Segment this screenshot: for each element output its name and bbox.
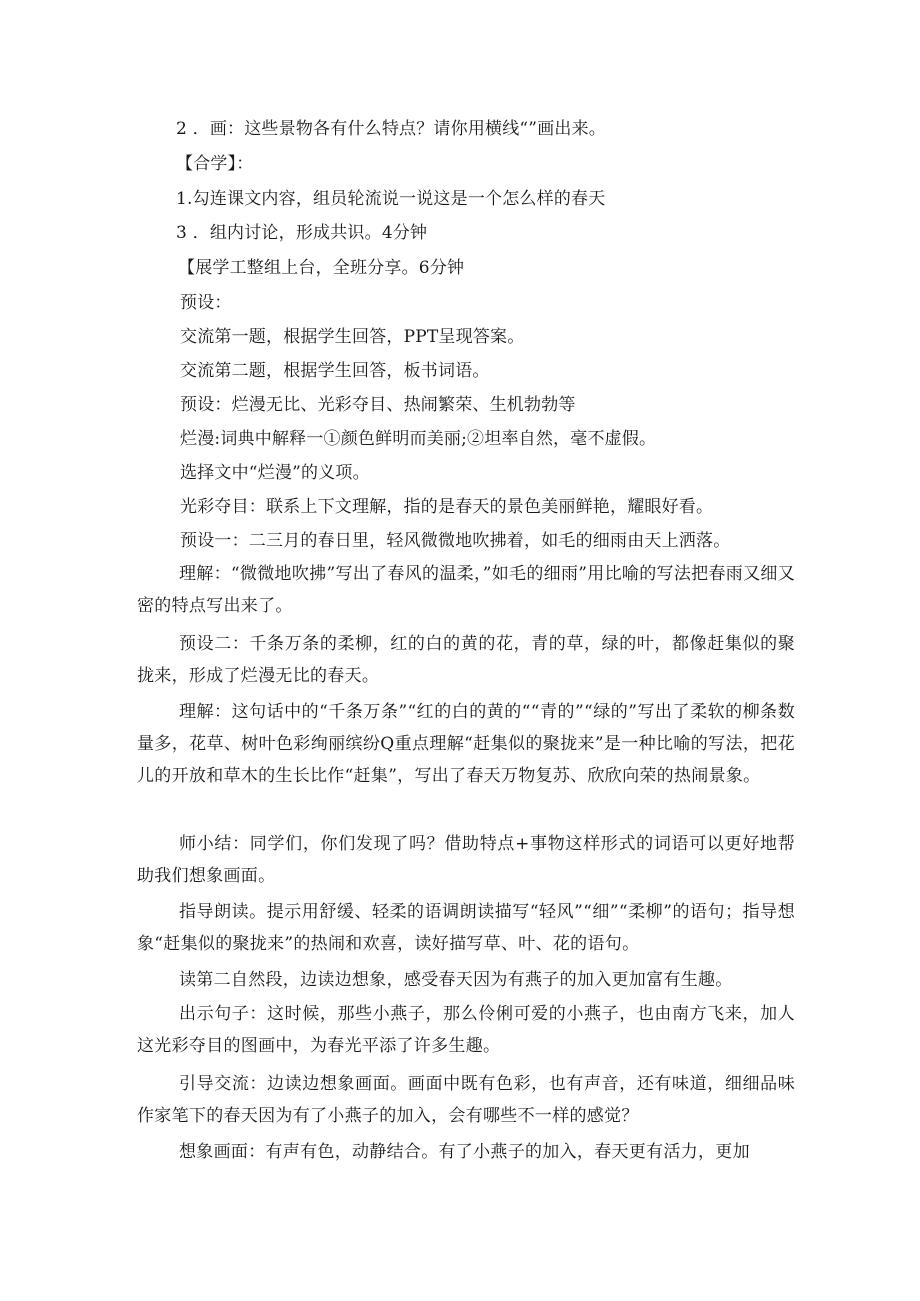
paragraph-understanding-one: 理解：“微微地吹拂”写出了春风的温柔，”如毛的细雨”用比喻的写法把春雨又细又密的特点写出来了。	[137, 564, 795, 616]
paragraph-imagine-scene: 想象画面：有声有色，动静结合。有了小燕子的加入，春天更有活力，更加	[179, 1142, 750, 1162]
text-line-lanman-definition: 烂漫:词典中解释一①颜色鲜明而美丽;②坦率自然，毫不虚假。	[180, 429, 657, 449]
text-line-preset-words: 预设：烂漫无比、光彩夺目、热闹繁荣、生机勃勃等	[180, 395, 576, 415]
text-line-guangcai-duomu: 光彩夺目：联系上下文理解，指的是春天的景色美丽鲜艳，耀眼好看。	[180, 497, 714, 517]
paragraph-reading-guidance: 指导朗读。提示用舒缓、轻柔的语调朗读描写“轻风”“细”“柔柳”的语句；指导想象“赶集似的聚拢来”的热闹和欢喜，读好描写草、叶、花的语句。	[137, 902, 795, 954]
text-line-choose-meaning: 选择文中“烂漫”的义项。	[180, 463, 370, 483]
paragraph-understanding-two: 理解：这句话中的“千条万条”“红的白的黄的““青的”“绿的”写出了柔软的柳条数量多，花草、树叶色彩绚丽缤纷Q重点理解“赶集似的聚拢来”是一种比喻的写法，把花儿的开放和草木的生长比作“赶集”，写出了春天万物复苏、欣欣向荣的热闹景象。	[137, 702, 795, 786]
text-line-discuss-spring: 1.勾连课文内容，组员轮流说一说这是一个怎么样的春天	[176, 189, 606, 209]
heading-cooperative-learning: 【合学】：	[176, 154, 254, 174]
text-line-preset-label: 预设：	[180, 293, 232, 313]
text-line-preset-one: 预设一：二三月的春日里，轻风微微地吹拂着，如毛的细雨由天上洒落。	[180, 531, 731, 551]
text-line-exchange-second: 交流第二题，根据学生回答，板书词语。	[180, 361, 490, 381]
paragraph-guide-exchange: 引导交流：边读边想象画面。画面中既有色彩，也有声音，还有味道，细细品味作家笔下的春天因为有了小燕子的加入，会有哪些不一样的感觉？	[137, 1074, 795, 1126]
paragraph-teacher-summary: 师小结：同学们，你们发现了吗？借助特点+事物这样形式的词语可以更好地帮助我们想象画面。	[137, 834, 795, 886]
paragraph-second-natural-section: 读第二自然段，边读边想象，感受春天因为有燕子的加入更加富有生趣。	[179, 970, 733, 990]
text-line-exchange-first: 交流第一题，根据学生回答，PPT呈现答案。	[180, 327, 525, 347]
text-line-group-consensus: 3 ．组内讨论，形成共识。4分钟	[176, 223, 428, 243]
paragraph-show-sentence: 出示句子：这时候，那些小燕子，那么伶俐可爱的小燕子，也由南方飞来，加人这光彩夺目的图画中，为春光平添了许多生趣。	[137, 1004, 795, 1056]
text-line-draw-instruction: 2 ．画：这些景物各有什么特点？请你用横线“”画出来。	[176, 119, 607, 139]
paragraph-preset-two: 预设二：千条万条的柔柳，红的白的黄的花，青的草，绿的叶，都像赶集似的聚拢来，形成了烂漫无比的春天。	[137, 634, 795, 686]
heading-show-learning: 【展学工整组上台，全班分享。6分钟	[178, 258, 465, 278]
